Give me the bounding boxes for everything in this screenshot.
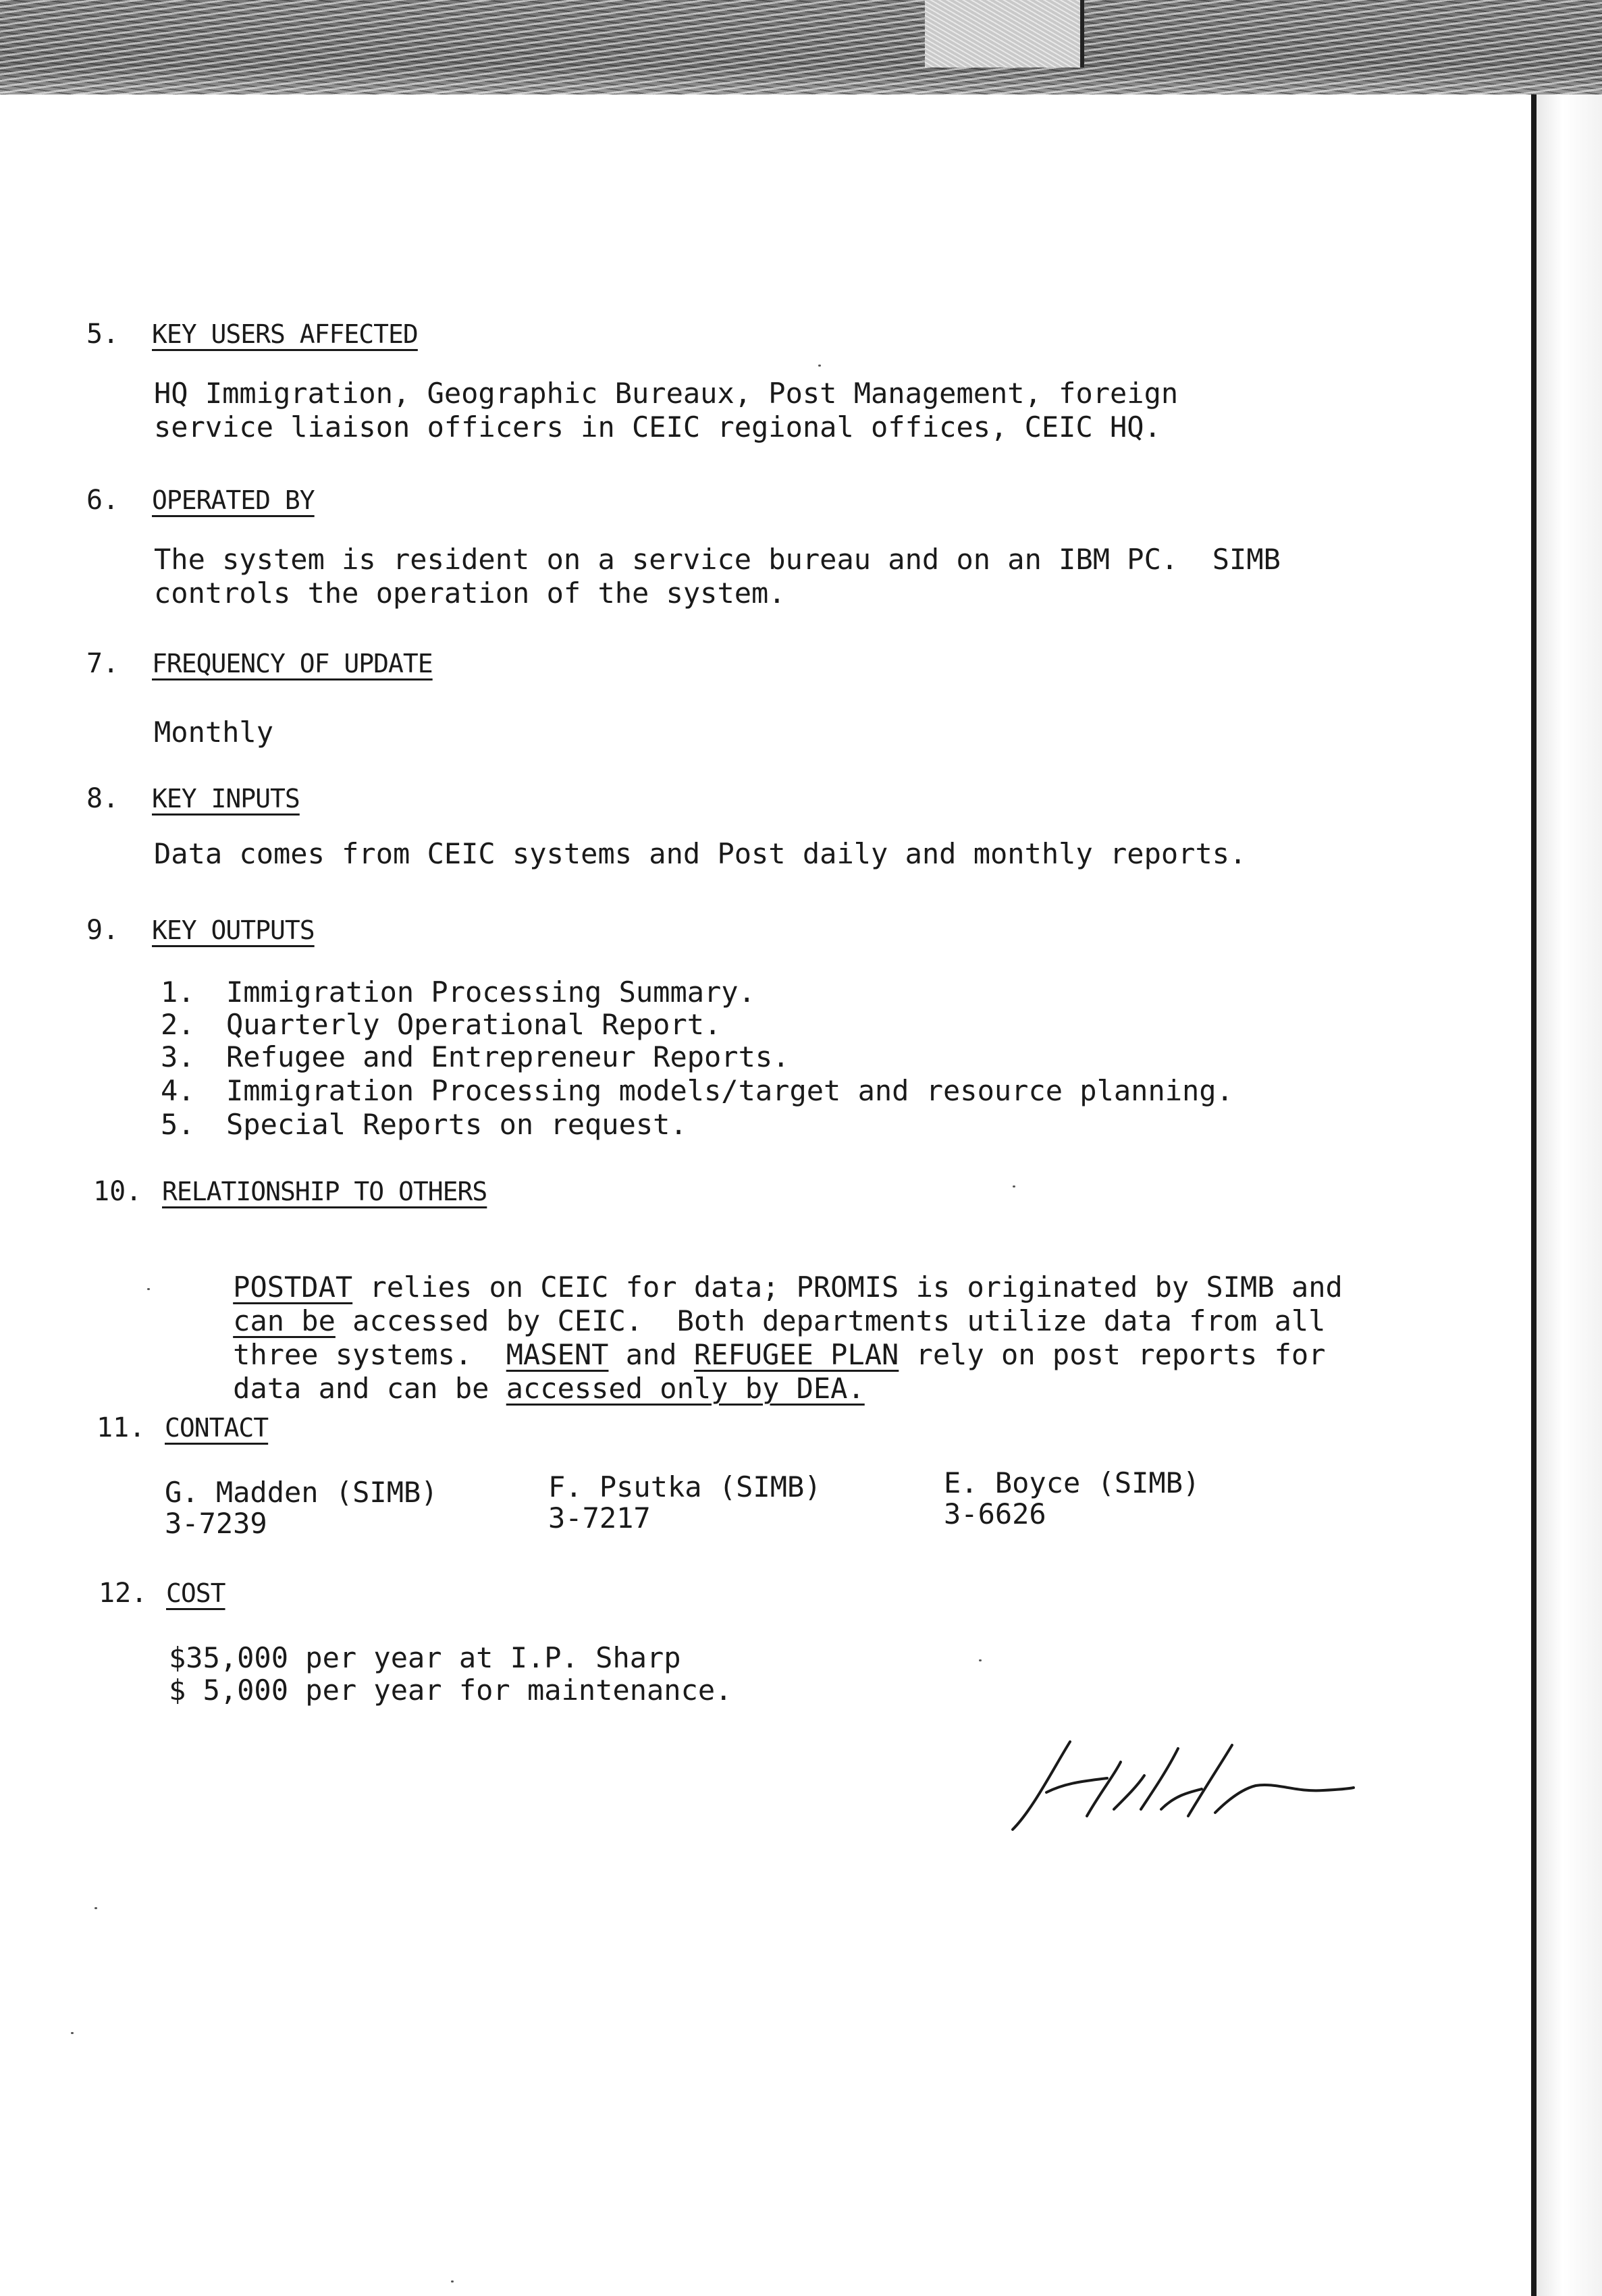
- contact-name: E. Boyce (SIMB): [944, 1466, 1200, 1499]
- scan-speck: [818, 365, 821, 367]
- section-number: 12.: [99, 1578, 148, 1609]
- body-line: Monthly: [154, 716, 274, 749]
- scan-speck: [71, 2032, 74, 2034]
- system-name-refugee-plan: REFUGEE PLAN: [693, 1338, 899, 1371]
- section-title: FREQUENCY OF UPDATE: [152, 649, 433, 678]
- scan-speck: [95, 1907, 97, 1909]
- body-text-run: relies on CEIC for data; PROMIS is originated by SIMB and: [352, 1271, 1343, 1304]
- list-item-number: 2.: [161, 1008, 195, 1041]
- signature: [1006, 1728, 1357, 1836]
- list-item-text: Immigration Processing Summary.: [226, 976, 755, 1009]
- contact-phone: 3-7239: [165, 1507, 267, 1540]
- body-line: Data comes from CEIC systems and Post daily and monthly reports.: [154, 837, 1247, 870]
- section-title: CONTACT: [165, 1413, 269, 1443]
- list-item: [161, 1040, 789, 1074]
- scan-speck: [147, 1288, 150, 1290]
- body-line: $35,000 per year at I.P. Sharp: [169, 1641, 681, 1674]
- scan-top-border: [0, 0, 1602, 95]
- section-number: 7.: [86, 648, 119, 679]
- contact-entry: [548, 1472, 822, 1534]
- body-line: [165, 1338, 865, 1439]
- section-number: 10.: [93, 1176, 142, 1207]
- contact-entry: [944, 1468, 1200, 1530]
- scan-right-edge: [1531, 95, 1537, 2296]
- body-text-run: and: [608, 1338, 694, 1371]
- list-item-number: 3.: [161, 1040, 195, 1073]
- body-text-run: accessed by CEIC. Both departments utilize data from all: [335, 1304, 1326, 1337]
- contact-phone: 3-6626: [944, 1497, 1046, 1530]
- underlined-text-run: accessed only by DEA.: [506, 1372, 865, 1405]
- scan-speck: [451, 2280, 454, 2282]
- section-number: 5.: [86, 319, 119, 350]
- scan-speck: [1013, 1185, 1015, 1187]
- contact-phone: 3-7217: [548, 1501, 651, 1534]
- section-title: KEY INPUTS: [152, 784, 300, 813]
- list-item: [161, 1108, 687, 1142]
- body-line: service liaison officers in CEIC regional offices, CEIC HQ.: [154, 410, 1161, 444]
- system-name-postdat: POSTDAT: [233, 1271, 353, 1304]
- scan-speck: [979, 1659, 982, 1661]
- body-line: $ 5,000 per year for maintenance.: [169, 1674, 732, 1707]
- section-title: RELATIONSHIP TO OTHERS: [162, 1177, 487, 1206]
- system-name-masent: MASENT: [506, 1338, 609, 1371]
- body-line: controls the operation of the system.: [154, 577, 786, 610]
- list-item: [161, 1008, 721, 1042]
- body-text-run: data and can be: [233, 1372, 506, 1405]
- section-number: 8.: [86, 783, 119, 814]
- body-text-run: rely on post reports for: [899, 1338, 1326, 1371]
- list-item-text: Special Reports on request.: [226, 1108, 687, 1141]
- section-title: KEY USERS AFFECTED: [152, 319, 418, 349]
- body-text-run: three systems.: [233, 1338, 506, 1371]
- list-item-text: Quarterly Operational Report.: [226, 1008, 722, 1041]
- body-line: The system is resident on a service bureau and on an IBM PC. SIMB: [154, 543, 1281, 576]
- list-item-text: Immigration Processing models/target and resource planning.: [226, 1074, 1233, 1107]
- list-item: [161, 976, 755, 1009]
- scan-top-patch: [925, 0, 1084, 68]
- contact-name: F. Psutka (SIMB): [548, 1470, 822, 1503]
- list-item-number: 5.: [161, 1108, 195, 1141]
- list-item-number: 4.: [161, 1074, 195, 1107]
- section-title: KEY OUTPUTS: [152, 915, 315, 945]
- section-number: 6.: [86, 485, 119, 516]
- contact-name: G. Madden (SIMB): [165, 1476, 438, 1509]
- list-item-number: 1.: [161, 976, 195, 1009]
- section-number: 9.: [86, 915, 119, 946]
- section-title: COST: [166, 1578, 225, 1608]
- section-title: OPERATED BY: [152, 485, 315, 515]
- body-line: HQ Immigration, Geographic Bureaux, Post Management, foreign: [154, 377, 1179, 410]
- underlined-text-run: can be: [233, 1304, 336, 1337]
- list-item-text: Refugee and Entrepreneur Reports.: [226, 1040, 790, 1073]
- contact-entry: [165, 1477, 438, 1539]
- list-item: [161, 1074, 1233, 1108]
- section-number: 11.: [97, 1412, 146, 1443]
- scan-right-margin: [1537, 95, 1602, 2296]
